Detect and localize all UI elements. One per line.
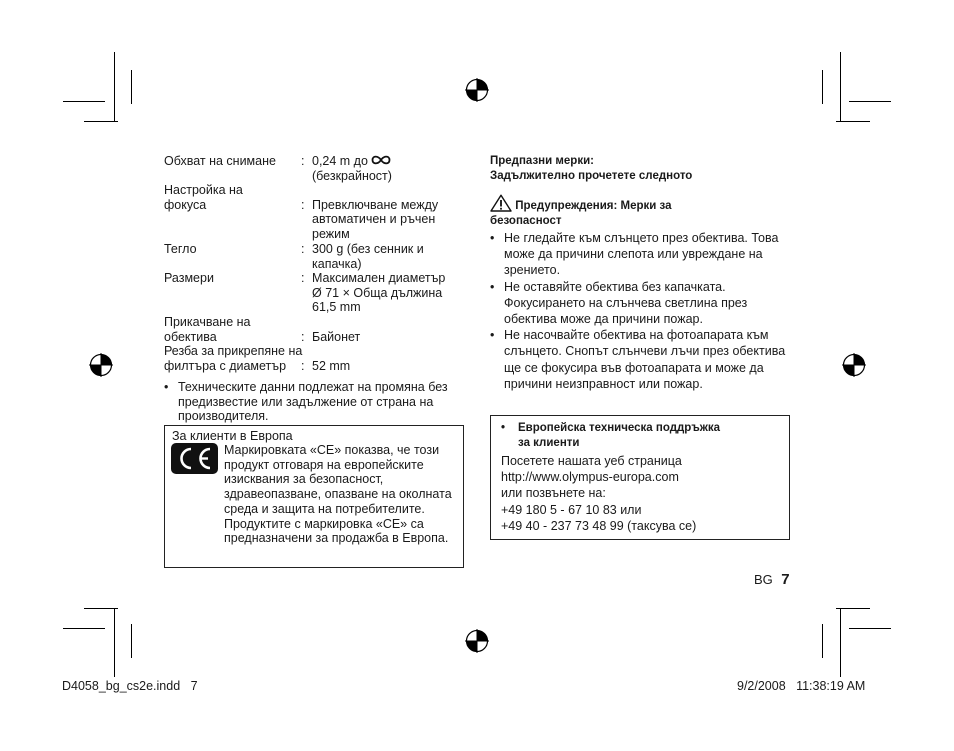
crop-mark (84, 608, 118, 609)
precaution-item: • Не насочвайте обектива на фотоапарата към слънцето. Снопът слънчеви лъчи през обектива ще се фокусира във фотоапарата и може да причини неизправност или пожар. (490, 327, 794, 392)
language-code: BG (754, 572, 773, 587)
precautions-heading: Предпазни мерки: (490, 155, 594, 167)
crop-mark (849, 628, 891, 629)
crop-mark (822, 70, 823, 104)
spec-row-focus (164, 183, 464, 242)
spec-row-dimensions (164, 271, 464, 315)
spec-colon: : (301, 358, 305, 373)
registration-mark-icon (465, 629, 489, 653)
spec-row-weight (164, 242, 464, 271)
support-phone: +49 40 - 237 73 48 99 (таксува се) (501, 518, 697, 533)
spec-label: Настройка на (164, 183, 243, 197)
support-box (490, 415, 790, 540)
crop-mark (114, 608, 115, 677)
precautions-subheading: Задължително прочетете следното (490, 170, 693, 182)
spec-value: 61,5 mm (312, 300, 361, 315)
spec-value: 0,24 m до (312, 154, 368, 168)
crop-mark (836, 121, 870, 122)
support-line: Посетете нашата уеб страница (501, 454, 682, 468)
spec-value: 300 g (без сенник и капачка) (312, 242, 424, 271)
spec-colon: : (301, 242, 305, 256)
spec-label: Прикачване на (164, 315, 251, 329)
footer-filename: D4058_bg_cs2e.indd 7 (62, 679, 198, 693)
spec-label: Размери (164, 271, 214, 285)
warning-icon (490, 194, 512, 212)
support-url-link[interactable]: http://www.olympus-europa.com (501, 470, 679, 485)
crop-mark (849, 101, 891, 102)
crop-mark (131, 624, 132, 658)
warning-title: Предупреждения: Мерки за безопасност (490, 200, 672, 227)
crop-mark (131, 70, 132, 104)
precautions-section (490, 154, 790, 392)
spec-row-mount (164, 315, 464, 344)
ce-box-title: За клиенти в Европа (172, 429, 293, 443)
registration-mark-icon (465, 78, 489, 102)
crop-mark (840, 608, 841, 677)
spec-label: Обхват на снимане (164, 154, 276, 168)
footer-timestamp: 9/2/2008 11:38:19 AM (737, 679, 866, 693)
ce-mark-icon (171, 443, 218, 474)
spec-value: Ø 71 × Обща дължина (312, 285, 443, 300)
registration-mark-icon (89, 353, 113, 377)
crop-mark (840, 52, 841, 121)
crop-mark (84, 121, 118, 122)
crop-mark (822, 624, 823, 658)
spec-note: • Техническите данни подлежат на промяна без предизвестие или задължение от страна на производителя. (164, 380, 464, 424)
crop-mark (114, 52, 115, 121)
support-title-cont: за клиенти (518, 437, 580, 449)
spec-colon: : (301, 271, 305, 285)
spec-row-range (164, 154, 464, 183)
spec-value: (безкрайност) (312, 168, 392, 183)
spec-colon: : (301, 329, 305, 344)
crop-mark (836, 608, 870, 609)
support-title: • Европейска техническа поддръжка (501, 421, 720, 436)
support-phone: +49 180 5 - 67 10 83 или (501, 502, 642, 517)
specifications-list (164, 154, 464, 424)
crop-mark (63, 101, 105, 102)
crop-mark (63, 628, 105, 629)
spec-colon: : (301, 197, 305, 212)
ce-notice-box (164, 425, 464, 568)
page-number-value: 7 (781, 571, 790, 588)
spec-label: Резба за прикрепяне на (164, 344, 303, 358)
spec-label: фокуса (164, 197, 207, 212)
precaution-item: • Не оставяйте обектива без капачката. Фокусирането на слънчева светлина през обектива може да причини пожар. (490, 279, 794, 328)
spec-value: Максимален диаметър (312, 271, 446, 285)
spec-label: Тегло (164, 242, 197, 256)
spec-value: Превключване между автоматичен и ръчен режим (312, 197, 439, 241)
infinity-icon (371, 155, 391, 165)
page-number (754, 571, 790, 589)
spec-label: филтъра с диаметър (164, 358, 287, 373)
precaution-item: • Не гледайте към слънцето през обектива. Това може да причини слепота или увреждане на зрението. (490, 230, 794, 279)
spec-colon: : (301, 154, 305, 168)
registration-mark-icon (842, 353, 866, 377)
spec-label: обектива (164, 329, 217, 344)
support-line: или позвънете на: (501, 486, 606, 501)
spec-row-filter (164, 344, 464, 380)
spec-value: 52 mm (312, 358, 351, 373)
ce-box-text: Маркировката «CE» показва, че този продукт отговаря на европейските изисквания за безопасност, здравеопазване, опазване на околната среда и защита на потребителите. Продуктите с маркировка «CE» са предназначени за продажба в Европа. (224, 443, 452, 546)
spec-value: Байонет (312, 329, 361, 344)
